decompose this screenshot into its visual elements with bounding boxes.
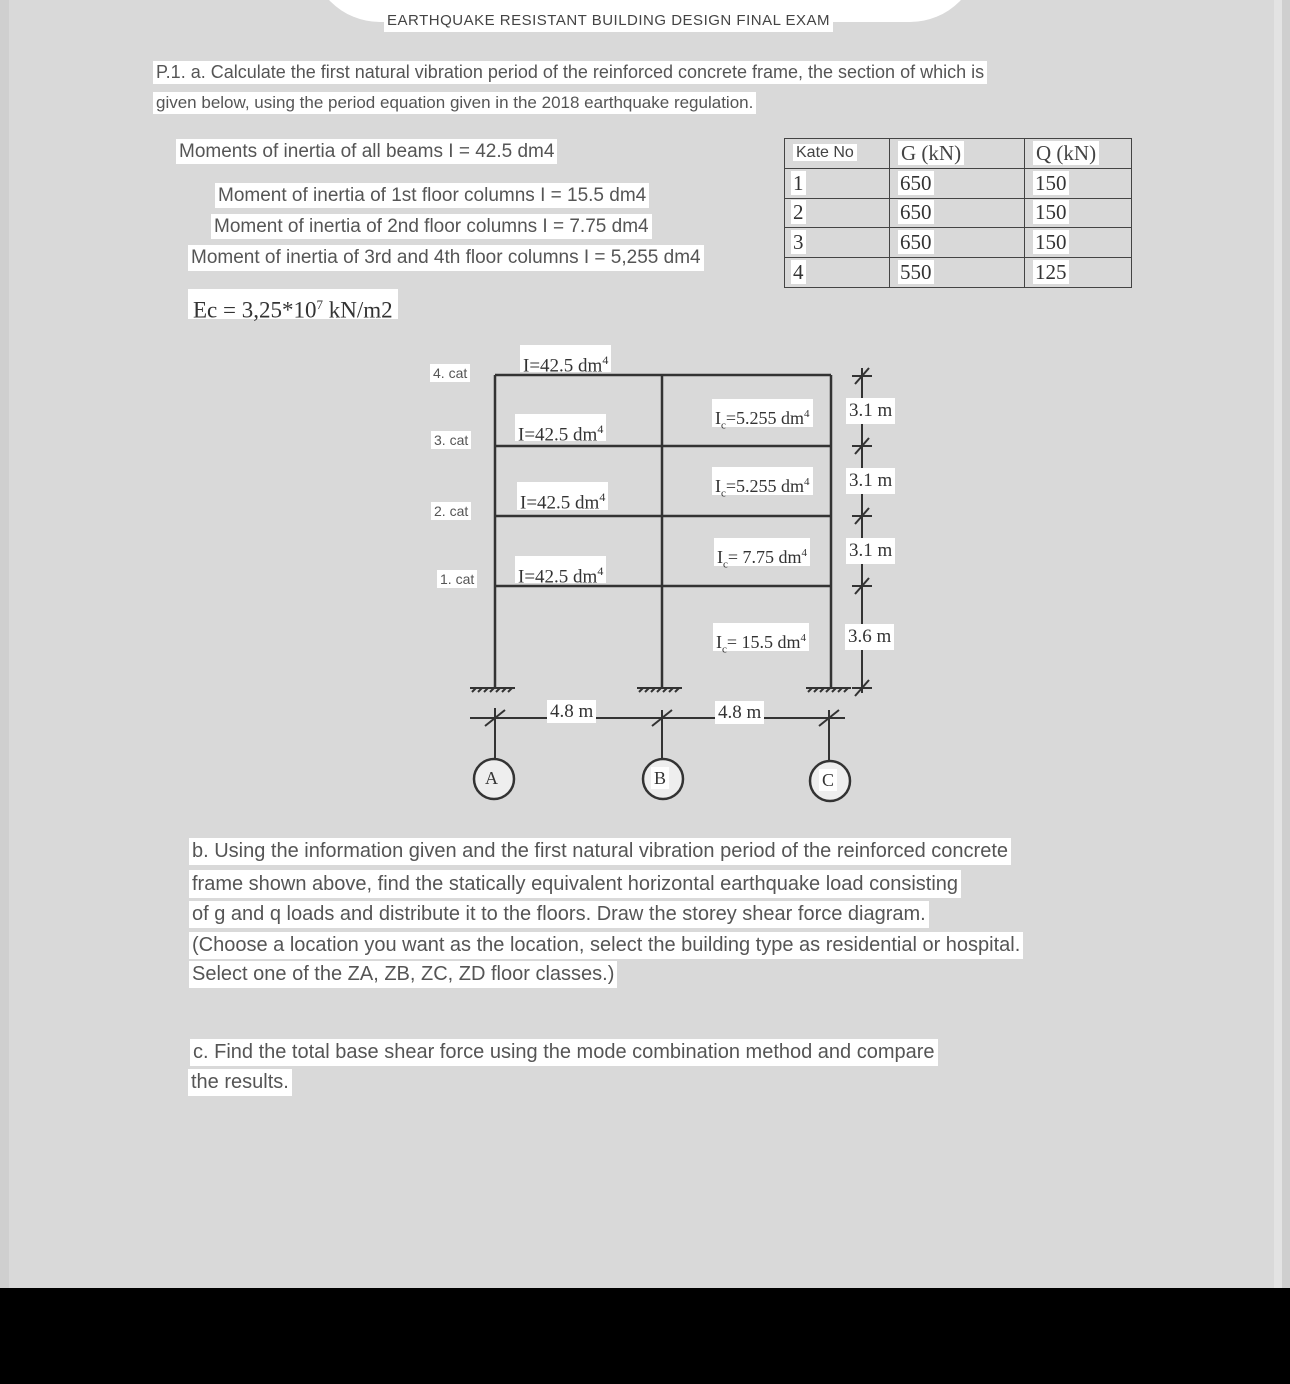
q-cell: 150 — [1025, 198, 1132, 228]
g-cell: 650 — [890, 168, 1025, 198]
q-cell: 150 — [1025, 168, 1132, 198]
header-q: Q (kN) — [1025, 139, 1132, 169]
floor-label-4: 4. cat — [430, 364, 470, 382]
q-cell: 125 — [1025, 258, 1132, 288]
floor-label-1: 1. cat — [437, 570, 477, 588]
kate-cell: 4 — [785, 258, 890, 288]
kate-cell: 2 — [785, 198, 890, 228]
floor-label-3: 3. cat — [431, 431, 471, 449]
axis-label-b: B — [651, 767, 669, 789]
span-label-bc: 4.8 m — [715, 701, 764, 724]
beam-label-1: I=42.5 $dm^4$ — [515, 556, 606, 583]
column-label-floor-2: $I_c= 7.75$ $dm^4$ — [714, 538, 810, 566]
beam-label-2: I=42.5 $dm^4$ — [517, 482, 608, 510]
column-label-floor-3: $I_c=5.255$ $dm^4$ — [712, 467, 813, 495]
question-b-line-5: Select one of the ZA, ZB, ZC, ZD floor classes.) — [189, 961, 617, 988]
span-dimension — [470, 708, 845, 760]
header-g: G (kN) — [890, 139, 1025, 169]
question-a-line-2: given below, using the period equation given in the 2018 earthquake regulation. — [153, 92, 756, 114]
ec-suffix: kN/m2 — [322, 297, 393, 323]
q-cell: 150 — [1025, 228, 1132, 258]
ec-exponent: 7 — [316, 297, 323, 312]
header-kate-no: Kate No — [785, 139, 890, 169]
g-cell: 550 — [890, 258, 1025, 288]
question-c-line-2: the results. — [188, 1069, 292, 1096]
axis-label-c: C — [819, 769, 837, 791]
question-b-line-2: frame shown above, find the statically equivalent horizontal earthquake load consisting — [189, 870, 961, 898]
kate-cell: 1 — [785, 168, 890, 198]
axis-label-a: A — [485, 768, 498, 788]
question-a-line-1: P.1. a. Calculate the first natural vibration period of the reinforced concrete frame, the section of which is — [153, 61, 987, 84]
beams-inertia: Moments of inertia of all beams I = 42.5 dm4 — [176, 139, 557, 164]
floor1-columns-inertia: Moment of inertia of 1st floor columns I = 15.5 dm4 — [215, 183, 649, 208]
column-label-floor-1: $I_c= 15.5$ $dm^4$ — [713, 623, 809, 651]
floor34-columns-inertia: Moment of inertia of 3rd and 4th floor columns I = 5,255 dm4 — [188, 245, 704, 271]
span-label-ab: 4.8 m — [547, 700, 596, 723]
height-label-2: 3.1 m — [846, 538, 895, 564]
height-label-1: 3.6 m — [845, 624, 894, 650]
g-cell: 650 — [890, 198, 1025, 228]
question-b-line-4: (Choose a location you want as the location, select the building type as residential or hospital. — [189, 932, 1023, 959]
question-b-line-3: of g and q loads and distribute it to the floors. Draw the storey shear force diagram. — [189, 901, 929, 928]
kate-cell: 3 — [785, 228, 890, 258]
height-label-4: 3.1 m — [846, 398, 895, 424]
beam-label-4: I=42.5 $dm^4$ — [520, 345, 611, 372]
exam-title: EARTHQUAKE RESISTANT BUILDING DESIGN FINAL EXAM — [384, 14, 833, 32]
fixed-supports — [470, 688, 851, 692]
question-b-line-1: b. Using the information given and the first natural vibration period of the reinforced concrete — [189, 838, 1011, 865]
height-label-3: 3.1 m — [846, 468, 895, 494]
question-c-line-1: c. Find the total base shear force using the mode combination method and compare — [190, 1039, 938, 1066]
floor-label-2: 2. cat — [431, 502, 471, 520]
ec-prefix: Ec = 3,25*10 — [193, 297, 317, 323]
beam-label-3: I=42.5 $dm^4$ — [515, 414, 606, 441]
floor2-columns-inertia: Moment of inertia of 2nd floor columns I = 7.75 dm4 — [211, 214, 652, 239]
g-cell: 650 — [890, 228, 1025, 258]
bottom-black-bar — [0, 1288, 1290, 1384]
column-label-floor-4: $I_c=5.255$ $dm^4$ — [712, 399, 813, 427]
